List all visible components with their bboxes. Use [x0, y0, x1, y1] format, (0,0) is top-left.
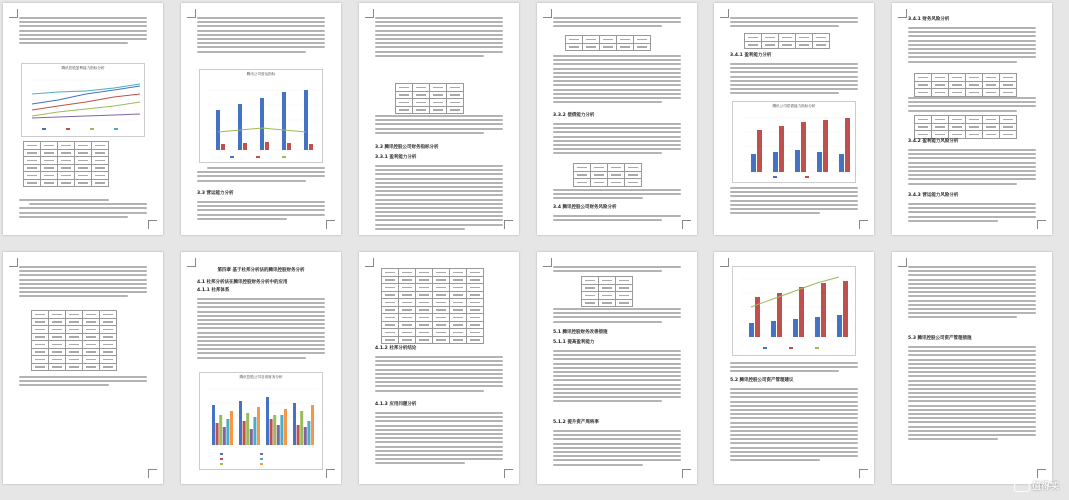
text-block: [19, 266, 147, 300]
data-table: [31, 310, 117, 371]
bar-chart: [732, 101, 856, 183]
bar: [219, 415, 222, 445]
text-block: [908, 203, 1036, 224]
chapter-title: 第四章 基于杜邦分析法的腾讯控股财务分析: [217, 268, 305, 273]
watermark-text: 值得买: [1031, 481, 1059, 492]
bar: [311, 405, 314, 445]
text-block: [730, 187, 858, 216]
text-block: [908, 97, 1036, 114]
line-chart: [21, 63, 145, 137]
text-block: [730, 388, 858, 463]
bar: [257, 407, 260, 445]
bar: [300, 411, 303, 445]
section-heading: 3.3 营运能力分析: [197, 191, 234, 196]
text-block: [375, 165, 503, 232]
section-heading: 5.3 腾讯控股公司资产管理措施: [908, 336, 972, 341]
section-heading: 3.3.2 偿债能力分析: [553, 113, 595, 118]
text-block: [197, 17, 325, 55]
bar: [307, 421, 310, 445]
bar: [243, 421, 246, 445]
page-thumbnail-9[interactable]: [359, 252, 519, 484]
subsection-heading: 3.4.2 盈利能力风险分析: [908, 139, 959, 144]
page-thumbnail-2[interactable]: [181, 3, 341, 235]
text-block: [553, 123, 681, 157]
chart-title: 腾讯公司偿债能力指标分析: [772, 104, 816, 108]
subsection-heading: 5.1.2 提升资产周转率: [553, 420, 599, 425]
text-block: [908, 149, 1036, 187]
page-thumbnail-7[interactable]: [3, 252, 163, 484]
page-thumbnail-10[interactable]: [537, 252, 697, 484]
data-table: [914, 115, 1017, 139]
data-table: [573, 163, 642, 187]
page-thumbnail-11[interactable]: [714, 252, 874, 484]
subsection-heading: 5.1.1 提高盈利能力: [553, 340, 595, 345]
series-line: [32, 86, 140, 104]
text-block: [553, 215, 681, 223]
page-thumbnail-8[interactable]: [181, 252, 341, 484]
data-table: [581, 276, 633, 307]
text-block: [375, 17, 503, 59]
section-heading: 5.2 腾讯控股公司资产管理建议: [730, 378, 794, 383]
series-line: [32, 102, 140, 116]
section-heading: 4.1 杜邦分析法在腾讯控股财务分析中的应用: [197, 280, 288, 285]
data-table: [381, 268, 484, 344]
section-heading: 3.4.1 财务风险分析: [908, 17, 950, 22]
section-heading: 3.4 腾讯控股公司财务风险分析: [553, 205, 617, 210]
bar: [304, 427, 307, 445]
bar: [212, 405, 215, 445]
text-block: [375, 115, 503, 136]
text-block: [375, 356, 503, 394]
text-block: [375, 412, 503, 466]
bar: [284, 409, 287, 445]
text-block: [908, 266, 1036, 320]
bar: [239, 401, 242, 445]
section-heading: 4.1.2 杜邦分析结论: [375, 346, 417, 351]
text-block: [553, 189, 681, 202]
bar: [270, 419, 273, 445]
text-block: [553, 17, 681, 30]
page-thumbnail-12[interactable]: [892, 252, 1052, 484]
text-block: [19, 17, 147, 46]
text-block: [197, 167, 325, 184]
bar: [277, 425, 280, 445]
subsection-heading: 4.1.3 应用问题分析: [375, 402, 417, 407]
bar-line-chart: [732, 266, 856, 356]
data-table: [744, 33, 830, 49]
data-table: [565, 35, 651, 51]
bar: [216, 423, 219, 445]
smile-icon: [1014, 480, 1030, 492]
text-block: [553, 266, 681, 274]
bar: [223, 427, 226, 445]
bar-chart: [199, 372, 323, 470]
subsection-heading: 3.4.3 营运能力风险分析: [908, 193, 959, 198]
text-block: [19, 199, 147, 220]
text-block: [553, 308, 681, 325]
text-block: [908, 346, 1036, 442]
text-block: [730, 63, 858, 97]
subsection-heading: 4.1.1 杜邦体系: [197, 288, 230, 293]
bar: [246, 413, 249, 445]
section-heading: 3.4.1 盈利能力分析: [730, 53, 772, 58]
subsection-heading: 3.3.1 盈利能力分析: [375, 155, 417, 160]
bar: [266, 397, 269, 445]
bar: [253, 417, 256, 445]
data-table: [23, 141, 109, 187]
section-heading: 3.3 腾讯控股公司财务指标分析: [375, 145, 439, 150]
section-heading: 5.1 腾讯控股财务改善措施: [553, 330, 608, 335]
text-block: [730, 17, 858, 30]
text-block: [553, 55, 681, 105]
text-block: [197, 201, 325, 222]
site-watermark: [1014, 479, 1059, 493]
data-table: [914, 73, 1017, 97]
text-block: [197, 298, 325, 361]
chart-title: 腾讯公司营运指标: [246, 72, 276, 76]
text-block: [19, 376, 147, 389]
text-block: [730, 362, 858, 375]
series-line: [32, 114, 140, 118]
page-thumbnail-1[interactable]: [3, 3, 163, 235]
bar: [273, 415, 276, 445]
chart-title: 腾讯控股公司各项财务分析: [239, 375, 283, 379]
bar: [293, 403, 296, 445]
data-table: [395, 83, 464, 114]
text-block: [553, 350, 681, 404]
bar: [297, 425, 300, 445]
page-thumbnail-3[interactable]: [359, 3, 519, 235]
series-line: [32, 84, 140, 94]
page-thumbnail-5[interactable]: [714, 3, 874, 235]
bar: [226, 419, 229, 445]
page-thumbnail-6[interactable]: [892, 3, 1052, 235]
bar: [250, 429, 253, 445]
bar-chart: [199, 69, 323, 163]
bar: [280, 415, 283, 445]
text-block: [908, 27, 1036, 65]
chart-title: 腾讯控股盈利能力指标分析: [61, 66, 105, 70]
text-block: [553, 430, 681, 468]
bar: [230, 411, 233, 445]
page-thumbnail-4[interactable]: [537, 3, 697, 235]
